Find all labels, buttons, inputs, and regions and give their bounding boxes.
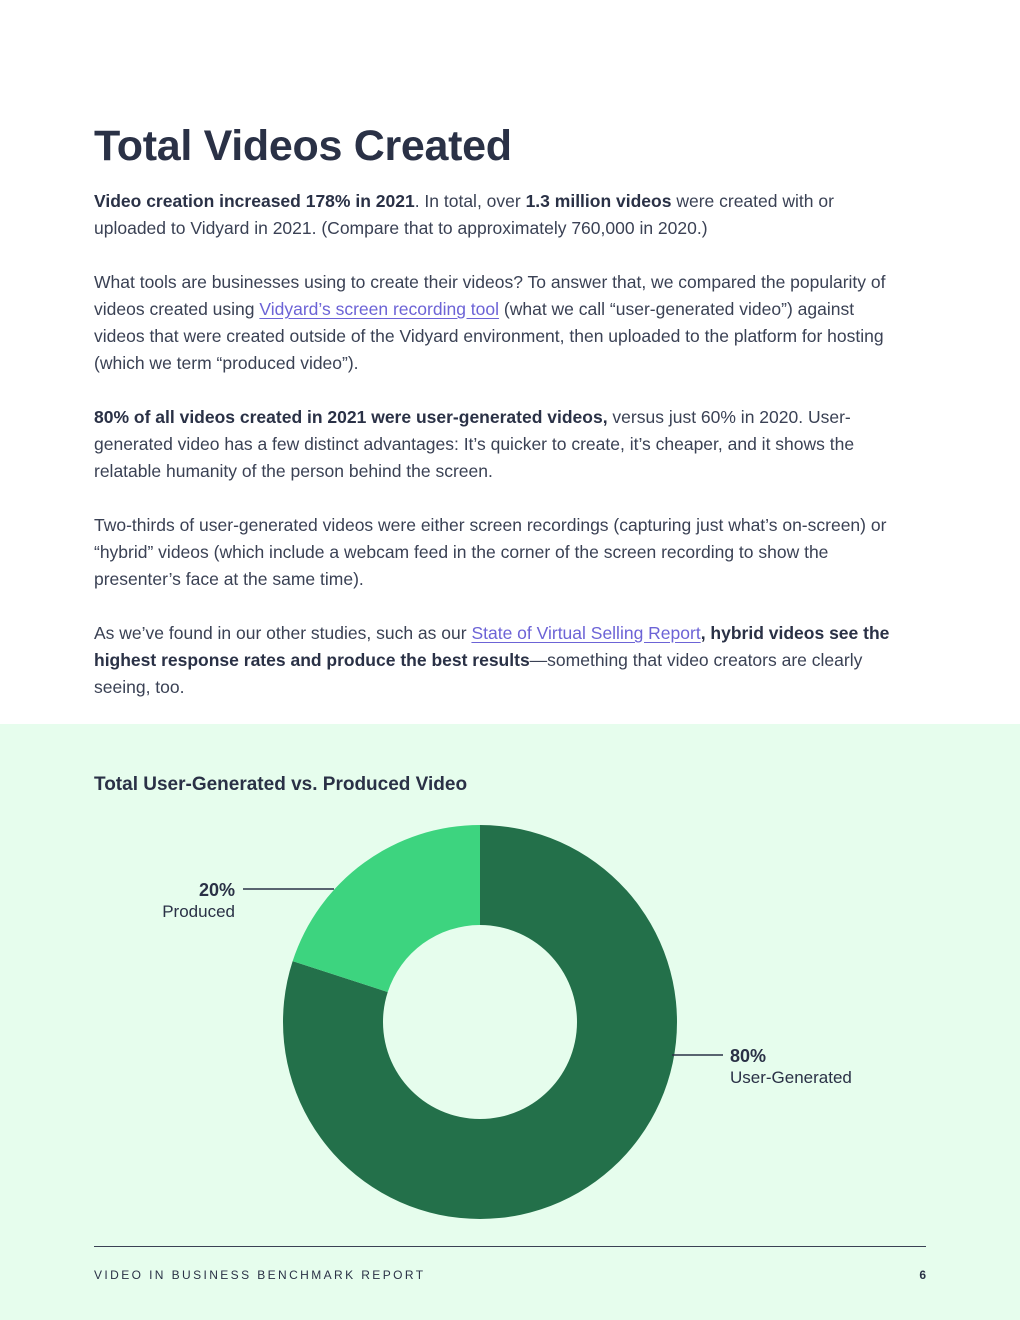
highlight-video-creation: Video creation increased 178% in 2021 xyxy=(94,191,415,211)
paragraph-5: As we’ve found in our other studies, such as our State of Virtual Selling Report, hybrid videos see the highest response rates and produce the best results—something that video creators are clearly seeing, too. xyxy=(94,623,890,697)
produced-label: Produced xyxy=(162,902,235,921)
user-generated-slice-label xyxy=(730,1046,852,1088)
donut-chart xyxy=(0,724,1020,1244)
footer-divider xyxy=(94,1246,926,1247)
footer-report-name: VIDEO IN BUSINESS BENCHMARK REPORT xyxy=(94,1268,426,1282)
produced-slice-label xyxy=(162,880,235,922)
paragraph-2: What tools are businesses using to create their videos? To answer that, we compared the popularity of videos created using Vidyard’s screen recording tool (what we call “user-generated video”) against videos that were created outside of the Vidyard environment, then uploaded to the platform for hosting (which we term “produced video”). xyxy=(94,272,886,373)
highlight-hybrid-videos: , hybrid videos see the highest response rates and produce the best results xyxy=(94,623,890,670)
screen-recording-tool-link[interactable]: Vidyard’s screen recording tool xyxy=(259,299,500,319)
user-generated-label: User-Generated xyxy=(730,1068,852,1087)
virtual-selling-report-link[interactable]: State of Virtual Selling Report xyxy=(471,623,701,643)
page-title: Total Videos Created xyxy=(94,122,512,170)
paragraph-3: 80% of all videos created in 2021 were user-generated videos, versus just 60% in 2020. User-generated video has a few distinct advantages: It’s quicker to create, it’s cheaper, and it shows the relatable humanity of the person behind the screen. xyxy=(94,407,855,481)
paragraph-4: Two-thirds of user-generated videos were either screen recordings (capturing just what’s on-screen) or “hybrid” videos (which include a webcam feed in the corner of the screen recording to show the presenter’s face at the same time). xyxy=(94,515,887,589)
paragraph-1: Video creation increased 178% in 2021. In total, over 1.3 million videos were created with or uploaded to Vidyard in 2021. (Compare that to approximately 760,000 in 2020.) xyxy=(94,191,834,238)
highlight-1-3-million: 1.3 million videos xyxy=(525,191,672,211)
chart-title: Total User-Generated vs. Produced Video xyxy=(94,774,468,795)
body-text xyxy=(94,188,894,728)
user-generated-percent: 80% xyxy=(730,1046,767,1066)
donut-slice-produced xyxy=(293,825,480,992)
produced-percent: 20% xyxy=(198,880,235,900)
page-number: 6 xyxy=(919,1268,926,1282)
highlight-80-percent: 80% of all videos created in 2021 were user-generated videos, xyxy=(94,407,608,427)
